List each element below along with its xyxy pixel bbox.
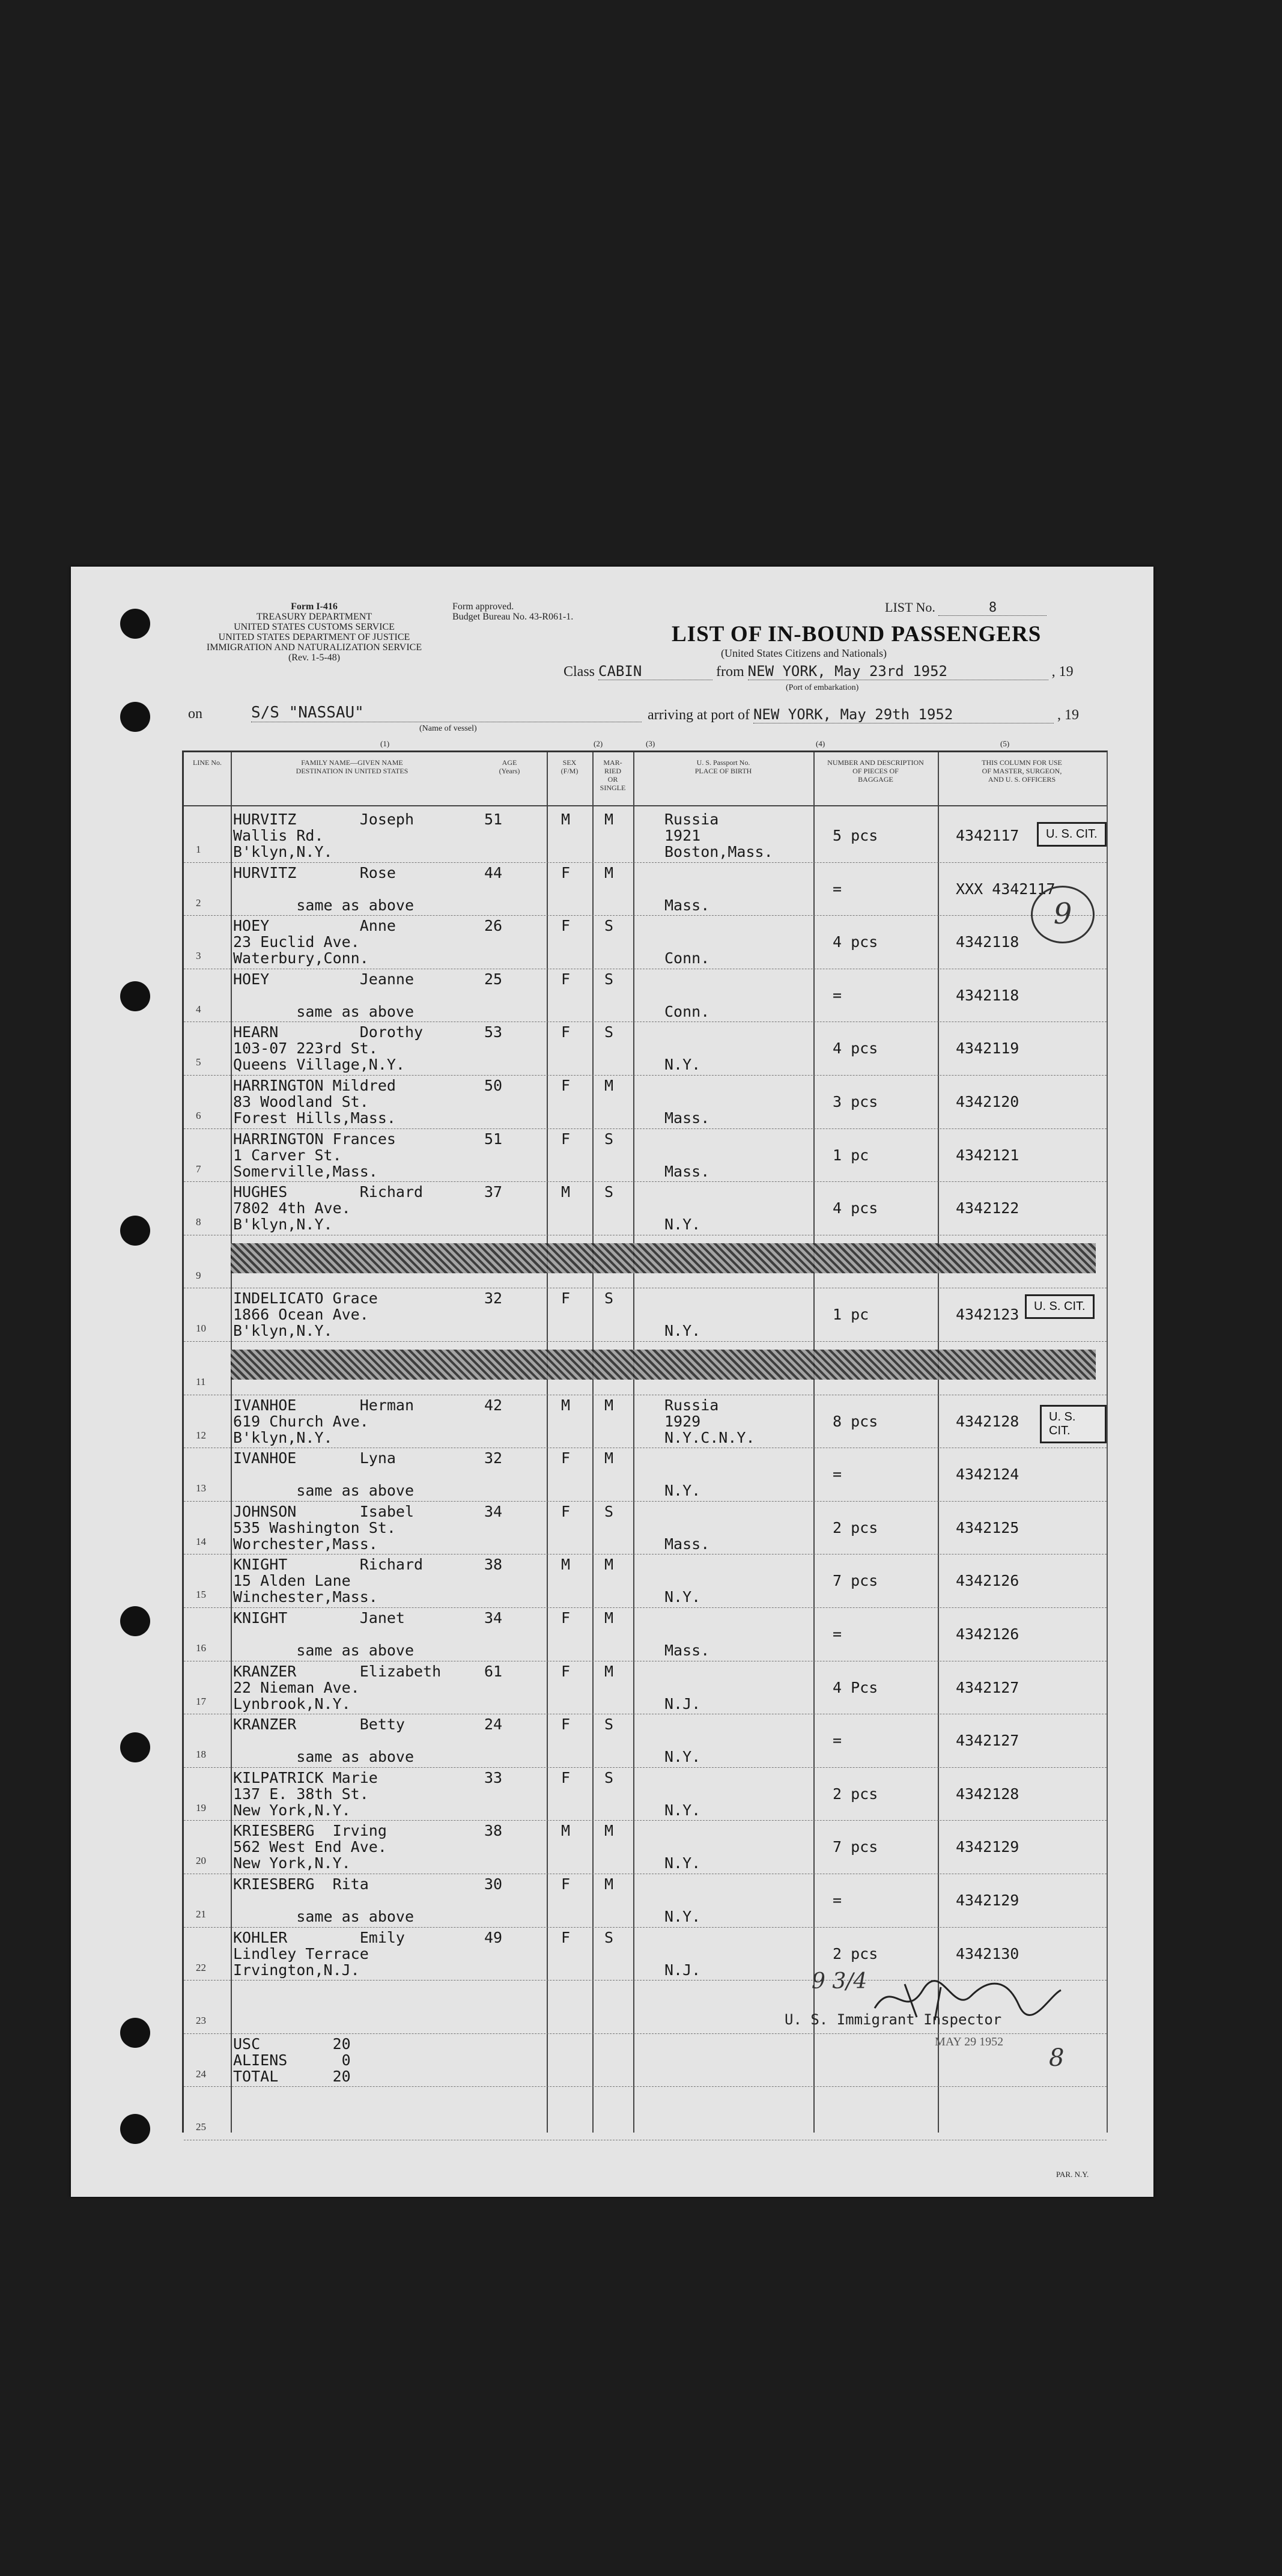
approval-line: Form approved. xyxy=(452,601,514,612)
birthplace: N.Y. xyxy=(664,1801,701,1819)
table-row xyxy=(184,1820,1107,1874)
passenger-sex: F xyxy=(561,1662,571,1680)
line-number: 13 xyxy=(196,1482,206,1494)
passenger-name-address: HURVITZ Rose same as above xyxy=(233,863,415,914)
header-rule xyxy=(184,805,1107,806)
baggage-count: 7 pcs xyxy=(833,1572,878,1590)
officer-tag-number: 4342130 xyxy=(956,1944,1019,1962)
punch-hole xyxy=(120,2114,150,2144)
passenger-age: 61 xyxy=(484,1662,503,1680)
vessel-name: S/S "NASSAU" xyxy=(251,704,642,722)
passenger-sex: F xyxy=(561,1077,571,1094)
table-row xyxy=(184,1501,1107,1554)
marital-status: S xyxy=(604,1502,614,1520)
baggage-count: = xyxy=(833,880,842,898)
line-number: 17 xyxy=(196,1695,206,1707)
passenger-sex: M xyxy=(561,1396,571,1414)
marital-status: S xyxy=(604,1130,614,1148)
line-number: 10 xyxy=(196,1323,206,1335)
inspector-title: U. S. Immigrant Inspector xyxy=(785,2011,1002,2028)
marital-status: M xyxy=(604,1396,614,1414)
treasury-dept: TREASURY DEPARTMENT xyxy=(256,612,372,622)
marital-status: S xyxy=(604,970,614,988)
line-number: 18 xyxy=(196,1749,206,1761)
birthplace: Russia 1921 Boston,Mass. xyxy=(664,811,773,860)
passenger-sex: F xyxy=(561,1449,571,1467)
customs-service: UNITED STATES CUSTOMS SERVICE xyxy=(234,622,395,632)
line-number: 20 xyxy=(196,1855,206,1867)
baggage-count: 2 pcs xyxy=(833,1944,878,1962)
table-row xyxy=(184,1767,1107,1821)
baggage-count: 2 pcs xyxy=(833,1518,878,1536)
marital-status: S xyxy=(604,1183,614,1201)
arriving-value: NEW YORK, May 29th 1952 xyxy=(753,706,1054,723)
line-number: 21 xyxy=(196,1908,206,1920)
passenger-name-address: IVANHOE Herman 619 Church Ave. B'klyn,N.Y. xyxy=(233,1396,415,1446)
table-row xyxy=(184,1448,1107,1501)
class-value: CABIN xyxy=(598,663,712,680)
birthplace: N.Y. xyxy=(664,1056,701,1074)
passenger-sex: F xyxy=(561,917,571,935)
year-suffix: , 19 xyxy=(1057,707,1079,723)
table-row xyxy=(184,809,1107,862)
passenger-age: 32 xyxy=(484,1449,503,1467)
birthplace: Mass. xyxy=(664,1109,710,1127)
table-row xyxy=(184,2086,1107,2140)
officer-tag-number: XXX 4342117 xyxy=(956,880,1056,898)
line-number: 24 xyxy=(196,2068,206,2080)
cancelled-entry xyxy=(231,1243,1096,1273)
marital-status: S xyxy=(604,1023,614,1041)
line-number: 9 xyxy=(196,1269,201,1281)
officer-tag-number: 4342118 xyxy=(956,933,1019,951)
officer-tag-number: 4342125 xyxy=(956,1518,1019,1536)
form-approval xyxy=(452,601,573,622)
officer-tag-number: 4342124 xyxy=(956,1466,1019,1484)
passenger-age: 51 xyxy=(484,811,503,828)
passenger-name-address: HURVITZ Joseph Wallis Rd. B'klyn,N.Y. xyxy=(233,811,415,860)
table-row xyxy=(184,1395,1107,1448)
baggage-count: 4 pcs xyxy=(833,1199,878,1217)
birthplace: N.Y. xyxy=(664,1482,701,1500)
passenger-age: 44 xyxy=(484,863,503,882)
passenger-sex: F xyxy=(561,970,571,988)
line-number: 22 xyxy=(196,1961,206,1973)
officer-tag-number: 4342121 xyxy=(956,1146,1019,1164)
passenger-age: 37 xyxy=(484,1183,503,1201)
marital-status: S xyxy=(604,1290,614,1308)
passenger-sex: F xyxy=(561,1716,571,1734)
marital-status: S xyxy=(604,1716,614,1734)
passenger-name-address: KILPATRICK Marie 137 E. 38th St. New York,N.Y. xyxy=(233,1768,378,1819)
punch-hole xyxy=(120,1732,150,1762)
officer-tag-number: 4342120 xyxy=(956,1093,1019,1110)
passenger-age: 33 xyxy=(484,1768,503,1786)
passenger-age: 38 xyxy=(484,1556,503,1574)
col-head-name: FAMILY NAME—GIVEN NAME DESTINATION IN UNITED STATES xyxy=(296,758,409,775)
arriving-line xyxy=(648,706,1079,723)
birthplace: N.Y. xyxy=(664,1908,701,1925)
table-row xyxy=(184,862,1107,916)
passenger-sex: F xyxy=(561,1130,571,1148)
officer-tag-number: 4342126 xyxy=(956,1572,1019,1590)
officer-tag-number: 4342127 xyxy=(956,1678,1019,1696)
line-number: 7 xyxy=(196,1163,201,1175)
officer-tag-number: 4342117 xyxy=(956,827,1019,844)
passenger-sex: F xyxy=(561,1502,571,1520)
passenger-name-address: KOHLER Emily Lindley Terrace Irvington,N.J. xyxy=(233,1928,405,1979)
col-head-married: MAR- RIED OR SINGLE xyxy=(600,758,626,792)
passenger-name-address: KNIGHT Richard 15 Alden Lane Winchester,Mass. xyxy=(233,1556,424,1606)
baggage-count: = xyxy=(833,1466,842,1484)
marital-status: M xyxy=(604,1609,614,1627)
col-head-sex: SEX (F/M) xyxy=(560,758,579,775)
col-head-age: AGE (Years) xyxy=(499,758,520,775)
table-row xyxy=(184,915,1107,969)
line-number: 12 xyxy=(196,1429,206,1441)
table-row xyxy=(184,1022,1107,1075)
punch-hole xyxy=(120,702,150,732)
passenger-sex: F xyxy=(561,863,571,882)
table-row xyxy=(184,1181,1107,1235)
baggage-count: 4 pcs xyxy=(833,933,878,951)
punch-hole xyxy=(120,1606,150,1636)
passenger-name-address: IVANHOE Lyna same as above xyxy=(233,1449,415,1500)
passenger-sex: M xyxy=(561,1822,571,1840)
line-number: 8 xyxy=(196,1216,201,1228)
col-num-2: (2) xyxy=(594,739,603,748)
on-label: on xyxy=(188,706,202,722)
vessel-note: (Name of vessel) xyxy=(419,724,477,733)
passenger-sex: M xyxy=(561,1556,571,1574)
passenger-name-address: KRIESBERG Irving 562 West End Ave. New York,N.Y. xyxy=(233,1822,387,1872)
table-row xyxy=(184,1235,1107,1288)
officer-tag-number: 4342127 xyxy=(956,1732,1019,1750)
passenger-sex: F xyxy=(561,1928,571,1946)
birthplace: N.Y. xyxy=(664,1322,701,1340)
passenger-name-address: HOEY Anne 23 Euclid Ave. Waterbury,Conn. xyxy=(233,917,396,967)
passenger-age: 53 xyxy=(484,1023,503,1041)
marital-status: M xyxy=(604,1875,614,1893)
justice-dept: UNITED STATES DEPARTMENT OF JUSTICE xyxy=(218,632,410,642)
birthplace: N.Y. xyxy=(664,1854,701,1872)
table-row xyxy=(184,1075,1107,1128)
marital-status: M xyxy=(604,1449,614,1467)
passenger-age: 26 xyxy=(484,917,503,935)
col-num-3: (3) xyxy=(646,739,655,748)
passenger-table xyxy=(182,751,1108,2133)
birthplace: N.Y. xyxy=(664,1748,701,1766)
punch-hole xyxy=(120,981,150,1011)
passenger-age: 24 xyxy=(484,1716,503,1734)
ins-service: IMMIGRATION AND NATURALIZATION SERVICE xyxy=(206,642,422,653)
line-number: 16 xyxy=(196,1642,206,1654)
passenger-name-address: KRANZER Betty same as above xyxy=(233,1716,415,1766)
line-number: 11 xyxy=(196,1376,206,1387)
passenger-name-address: HARRINGTON Mildred 83 Woodland St. Forest Hills,Mass. xyxy=(233,1077,396,1127)
bureau-line: Budget Bureau No. 43-R061-1. xyxy=(452,612,574,622)
passenger-age: 51 xyxy=(484,1130,503,1148)
punch-hole xyxy=(120,609,150,639)
birthplace: Mass. xyxy=(664,896,710,914)
officer-tag-number: 4342123 xyxy=(956,1306,1019,1324)
line-number: 1 xyxy=(196,844,201,855)
list-number xyxy=(885,600,1047,616)
line-number: 19 xyxy=(196,1801,206,1813)
passenger-sex: M xyxy=(561,1183,571,1201)
line-number: 25 xyxy=(196,2121,206,2133)
list-label: LIST No. xyxy=(885,600,935,615)
baggage-count: 4 pcs xyxy=(833,1040,878,1058)
us-citizen-stamp: U. S. CIT. xyxy=(1037,822,1107,847)
passenger-name-address: USC 20 ALIENS 0 TOTAL 20 xyxy=(233,2035,351,2085)
birthplace: N.J. xyxy=(664,1961,701,1979)
passenger-name-address: INDELICATO Grace 1866 Ocean Ave. B'klyn,N.Y. xyxy=(233,1290,378,1340)
inspector-initials: 9 3/4 xyxy=(812,1969,867,1994)
baggage-count: 7 pcs xyxy=(833,1838,878,1856)
col-head-baggage: NUMBER AND DESCRIPTION OF PIECES OF BAGGAGE xyxy=(827,758,924,784)
passenger-age: 34 xyxy=(484,1609,503,1627)
col-head-officers: THIS COLUMN FOR USE OF MASTER, SURGEON, AND U. S. OFFICERS xyxy=(982,758,1062,784)
passenger-name-address: HEARN Dorothy 103-07 223rd St. Queens Village,N.Y. xyxy=(233,1023,424,1074)
punch-hole xyxy=(120,1216,150,1246)
table-row xyxy=(184,1288,1107,1341)
birthplace: Conn. xyxy=(664,1002,710,1020)
passenger-name-address: HOEY Jeanne same as above xyxy=(233,970,415,1020)
col-num-5: (5) xyxy=(1000,739,1010,748)
embark-note: (Port of embarkation) xyxy=(786,683,859,692)
page-title: LIST OF IN-BOUND PASSENGERS xyxy=(672,622,1042,647)
baggage-count: 2 pcs xyxy=(833,1785,878,1803)
circled-annotation: 9 xyxy=(1031,886,1095,943)
table-row xyxy=(184,1714,1107,1767)
baggage-count: 1 pc xyxy=(833,1306,869,1324)
revision: (Rev. 1-5-48) xyxy=(288,653,341,663)
passenger-age: 30 xyxy=(484,1875,503,1893)
birthplace: Mass. xyxy=(664,1642,710,1659)
passenger-name-address: HUGHES Richard 7802 4th Ave. B'klyn,N.Y. xyxy=(233,1183,424,1234)
passenger-age: 38 xyxy=(484,1822,503,1840)
marital-status: S xyxy=(604,1928,614,1946)
passenger-name-address: JOHNSON Isabel 535 Washington St. Worchester,Mass. xyxy=(233,1502,415,1553)
officer-tag-number: 4342129 xyxy=(956,1838,1019,1856)
passenger-name-address: KRANZER Elizabeth 22 Nieman Ave. Lynbrook,N.Y. xyxy=(233,1662,442,1713)
punch-hole xyxy=(120,2018,150,2048)
officer-tag-number: 4342119 xyxy=(956,1040,1019,1058)
table-row xyxy=(184,969,1107,1022)
baggage-count: 1 pc xyxy=(833,1146,869,1164)
passenger-age: 50 xyxy=(484,1077,503,1094)
officer-tag-number: 4342126 xyxy=(956,1625,1019,1643)
birthplace: N.Y. xyxy=(664,1216,701,1234)
cancelled-entry xyxy=(231,1350,1096,1380)
line-number: 15 xyxy=(196,1589,206,1601)
table-row xyxy=(184,1661,1107,1714)
passenger-age: 42 xyxy=(484,1396,503,1414)
col-num-1: (1) xyxy=(380,739,390,748)
inspector-signature xyxy=(869,1972,1067,2026)
form-header-left xyxy=(185,601,443,663)
table-row xyxy=(184,1607,1107,1661)
passenger-sex: M xyxy=(561,811,571,828)
from-label: from xyxy=(716,664,744,680)
marital-status: M xyxy=(604,1662,614,1680)
passenger-sex: F xyxy=(561,1290,571,1308)
manifest-page xyxy=(71,567,1153,2197)
passenger-age: 34 xyxy=(484,1502,503,1520)
baggage-count: = xyxy=(833,1732,842,1750)
baggage-count: 3 pcs xyxy=(833,1093,878,1110)
count-annotation: 8 xyxy=(1049,2044,1065,2072)
officer-tag-number: 4342122 xyxy=(956,1199,1019,1217)
line-number: 2 xyxy=(196,897,201,909)
passenger-age: 25 xyxy=(484,970,503,988)
list-value: 8 xyxy=(938,600,1047,616)
printer-mark: PAR. N.Y. xyxy=(1056,2170,1089,2179)
birthplace: Russia 1929 N.Y.C.N.Y. xyxy=(664,1396,755,1446)
line-number: 14 xyxy=(196,1535,206,1547)
passenger-age: 49 xyxy=(484,1928,503,1946)
passenger-sex: F xyxy=(561,1023,571,1041)
passenger-sex: F xyxy=(561,1875,571,1893)
officer-tag-number: 4342128 xyxy=(956,1785,1019,1803)
officer-tag-number: 4342129 xyxy=(956,1892,1019,1909)
col-head-line: LINE No. xyxy=(193,758,222,767)
passenger-name-address: KRIESBERG Rita same as above xyxy=(233,1875,415,1925)
col-head-passport: U. S. Passport No. PLACE OF BIRTH xyxy=(694,758,752,775)
baggage-count: = xyxy=(833,1892,842,1909)
baggage-count: 5 pcs xyxy=(833,827,878,844)
officer-tag-number: 4342128 xyxy=(956,1412,1019,1430)
year-suffix: , 19 xyxy=(1051,664,1074,680)
date-stamp: MAY 29 1952 xyxy=(935,2035,1004,2048)
passenger-age: 32 xyxy=(484,1290,503,1308)
birthplace: Mass. xyxy=(664,1535,710,1553)
passenger-name-address: KNIGHT Janet same as above xyxy=(233,1609,415,1659)
us-citizen-stamp: U. S. CIT. xyxy=(1040,1405,1107,1443)
line-number: 5 xyxy=(196,1056,201,1068)
line-number: 6 xyxy=(196,1110,201,1121)
baggage-count: 8 pcs xyxy=(833,1412,878,1430)
col-num-4: (4) xyxy=(816,739,825,748)
passenger-name-address: HARRINGTON Frances 1 Carver St. Somerville,Mass. xyxy=(233,1130,396,1180)
line-number: 4 xyxy=(196,1003,201,1015)
baggage-count: = xyxy=(833,986,842,1004)
passenger-sex: F xyxy=(561,1768,571,1786)
class-label: Class xyxy=(564,664,595,680)
birthplace: Conn. xyxy=(664,949,710,967)
birthplace: N.Y. xyxy=(664,1588,701,1606)
table-row xyxy=(184,1341,1107,1395)
baggage-count: = xyxy=(833,1625,842,1643)
from-value: NEW YORK, May 23rd 1952 xyxy=(748,663,1048,680)
marital-status: M xyxy=(604,863,614,882)
marital-status: M xyxy=(604,1822,614,1840)
class-line xyxy=(564,663,1074,680)
table-row xyxy=(184,1874,1107,1927)
birthplace: Mass. xyxy=(664,1162,710,1180)
arriving-label: arriving at port of xyxy=(648,707,750,723)
marital-status: M xyxy=(604,811,614,828)
table-row xyxy=(184,1128,1107,1182)
us-citizen-stamp: U. S. CIT. xyxy=(1025,1294,1095,1319)
marital-status: S xyxy=(604,1768,614,1786)
form-number: Form I-416 xyxy=(291,601,338,612)
line-number: 3 xyxy=(196,950,201,962)
table-row xyxy=(184,1554,1107,1607)
passenger-sex: F xyxy=(561,1609,571,1627)
marital-status: M xyxy=(604,1556,614,1574)
officer-tag-number: 4342118 xyxy=(956,986,1019,1004)
marital-status: M xyxy=(604,1077,614,1094)
marital-status: S xyxy=(604,917,614,935)
page-subtitle: (United States Citizens and Nationals) xyxy=(721,647,887,659)
birthplace: N.J. xyxy=(664,1694,701,1713)
baggage-count: 4 Pcs xyxy=(833,1678,878,1696)
line-number: 23 xyxy=(196,2015,206,2027)
